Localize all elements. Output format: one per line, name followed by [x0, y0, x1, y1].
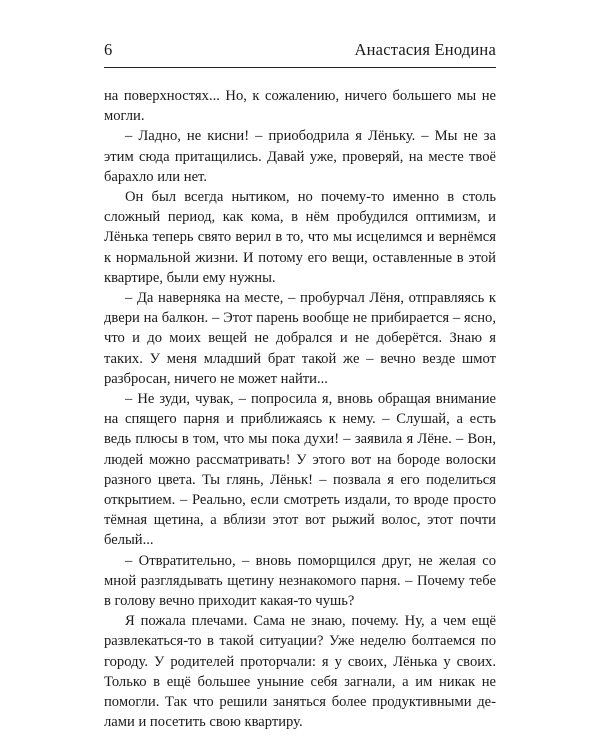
- paragraph: – Отвратительно, – вновь поморщился друг, не желая со мной разглядывать щетину незнакомого парня. – Почему тебе в голову вечно приходит какая-то чушь?: [104, 552, 496, 610]
- header-rule: [104, 67, 496, 68]
- paragraph: Он был всегда нытиком, но почему-то именно в столь сложный период, как кома, в нём пробудился оптимизм, и Лёнька теперь свято верил в то, что мы исцелимся и вернёмся к нормальной жизни. И потому его вещи, оставленные в этой квартире, были ему нужны.: [104, 189, 496, 286]
- body-text: [104, 86, 496, 733]
- paragraph: – Не зуди, чувак, – попросила я, вновь обращая внимание на спящего парня и приближаясь к нему. – Слушай, а есть ведь плюсы в том, что мы пока духи! – заявила я Лёне. – Вон, людей можно рассматривать! У этого вот на бороде волоски разного цвета. Ты глянь, Лёньк! – позвала я его поделиться открытием. – Реально, если смотреть издали, то вроде просто тёмная щетина, а вблизи этот вот рыжий волос, этот почти белый...: [104, 391, 496, 549]
- author-name: Анастасия Енодина: [354, 40, 496, 59]
- paragraph: на поверхностях... Но, к сожалению, ничего большего мы не могли.: [104, 88, 496, 125]
- page-number: 6: [104, 40, 113, 59]
- paragraph: – Ладно, не кисни! – приободрила я Лёньку. – Мы не за этим сюда притащились. Давай уже, проверяй, на месте твоё барахло или нет.: [104, 128, 496, 185]
- paragraph: – Да наверняка на месте, – пробурчал Лёня, отправляясь к двери на балкон. – Этот парень вообще не прибирается – ясно, что и до моих вещей не добрался и не доберётся. Знаю я таких. У меня младший брат такой же – вечно везде шмот разбросан, ничего не может найти...: [104, 290, 496, 387]
- paragraph: Я пожала плечами. Сама не знаю, почему. Ну, а чем ещё развлекаться-то в такой ситуации? Уже неделю болтаемся по городу. У родителей проторчали: я у своих, Лёнька у своих. Только в ещё большее уныние себя загнали, а им никак не помогли. Так что решили заняться более продуктивными делами и посетить свою квартиру.: [104, 613, 496, 731]
- running-header: [104, 40, 496, 64]
